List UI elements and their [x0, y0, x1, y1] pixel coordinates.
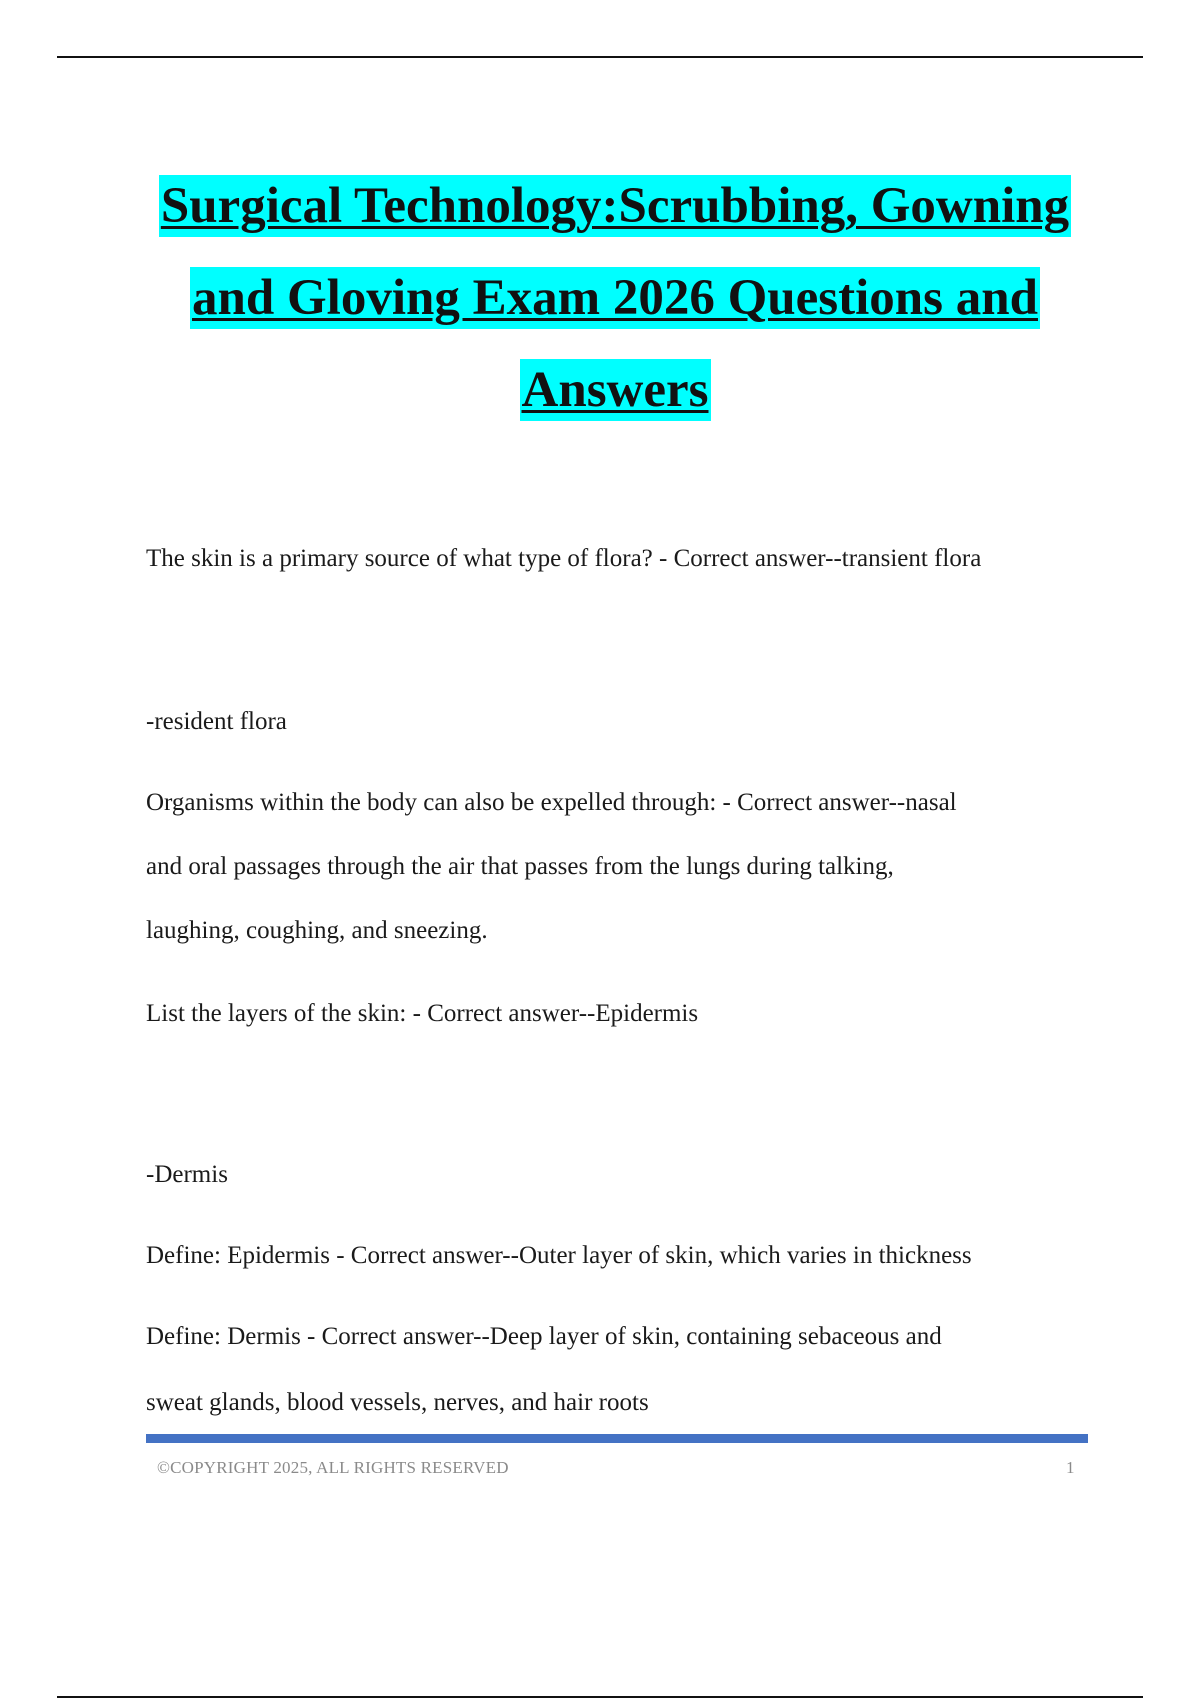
answer-continuation: laughing, coughing, and sneezing.	[146, 917, 488, 944]
title-text: Surgical Technology:Scrubbing, Gowning	[159, 175, 1071, 237]
document-title	[110, 172, 1120, 448]
footer-bar	[146, 1434, 1088, 1443]
title-line	[110, 264, 1120, 356]
question-define-epidermis: Define: Epidermis - Correct answer--Outer layer of skin, which varies in thickness	[146, 1242, 972, 1269]
title-line	[110, 172, 1120, 264]
page-bottom-rule	[57, 1696, 1143, 1698]
question-skin-layers: List the layers of the skin: - Correct answer--Epidermis	[146, 1000, 699, 1027]
answer-dermis: -Dermis	[146, 1161, 228, 1188]
header-rule	[57, 56, 1143, 58]
answer-continuation: and oral passages through the air that passes from the lungs during talking,	[146, 853, 894, 880]
answer-resident-flora: -resident flora	[146, 708, 287, 735]
question-skin-flora: The skin is a primary source of what type of flora? - Correct answer--transient flora	[146, 545, 982, 572]
title-text: and Gloving Exam 2026 Questions and	[190, 267, 1040, 329]
title-text: Answers	[520, 359, 711, 421]
question-organisms-expelled: Organisms within the body can also be expelled through: - Correct answer--nasal	[146, 789, 957, 816]
question-define-dermis: Define: Dermis - Correct answer--Deep layer of skin, containing sebaceous and	[146, 1323, 942, 1350]
footer-copyright: ©COPYRIGHT 2025, ALL RIGHTS RESERVED	[157, 1458, 509, 1477]
title-line	[110, 356, 1120, 448]
page-number: 1	[1066, 1458, 1075, 1477]
answer-continuation: sweat glands, blood vessels, nerves, and hair roots	[146, 1389, 649, 1416]
